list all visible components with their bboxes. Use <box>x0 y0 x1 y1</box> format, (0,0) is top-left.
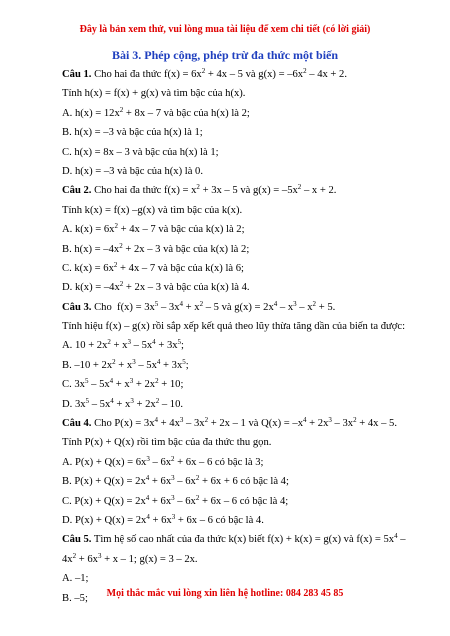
text-line <box>62 492 422 511</box>
lesson-title: Bài 3. Phép cộng, phép trừ đa thức một biến <box>111 48 339 62</box>
line-text: A. $10 + 2x^2 + x^3 - 5x^4 + 3x^5$; <box>62 338 184 352</box>
line-text: A. –1; <box>62 573 89 585</box>
line-text: B. –5; <box>62 592 88 604</box>
question-label: Câu 3. <box>62 301 92 313</box>
text-line <box>62 317 422 336</box>
line-text: D. $P(x) + Q(x) = 2x^4 + 6x^3 + 6x - 6$ có bậc là 4. <box>62 512 264 526</box>
line-text: C. $3x^5 - 5x^4 + x^3 + 2x^2 + 10$; <box>62 377 184 391</box>
line-text: Tìm hệ số cao nhất của đa thức k(x) biết f(x) + k(x) = g(x) và $f(x) = 5x^4$ – <box>91 532 406 546</box>
line-text: D. h(x) = –3 và bậc của h(x) là 0. <box>62 165 203 177</box>
text-line <box>62 550 422 569</box>
question-line <box>62 530 422 549</box>
line-text: Tính hiệu f(x) – g(x) rồi sắp xếp kết quả theo lũy thừa tăng dần của biến ta được: <box>62 321 406 333</box>
text-line <box>62 453 422 472</box>
text-line <box>62 123 422 142</box>
line-text: D. $3x^5 - 5x^4 + x^3 + 2x^2 - 10$. <box>62 396 184 410</box>
question-label: Câu 1. <box>62 69 92 80</box>
line-text: Tính h(x) = f(x) + g(x) và tìm bậc của h(x). <box>62 88 246 100</box>
line-text: C. h(x) = 8x – 3 và bậc của h(x) là 1; <box>62 146 219 158</box>
line-text: A. $P(x) + Q(x) = 6x^3 - 6x^2 + 6x - 6$ có bậc là 3; <box>62 454 264 468</box>
text-line <box>62 201 422 220</box>
question-label: Câu 2. <box>62 185 92 197</box>
exercise-content <box>62 65 422 608</box>
question-line <box>62 181 422 200</box>
line-text: B. $P(x) + Q(x) = 2x^4 + 6x^3 - 6x^2 + 6x + 6$ có bậc là 4; <box>62 474 289 488</box>
text-line <box>62 240 422 259</box>
hotline-notice: Mọi thắc mắc vui lòng xin liên hệ hotline: 084 283 45 85 <box>106 588 344 599</box>
question-line <box>62 298 422 317</box>
question-line <box>62 65 422 84</box>
text-line <box>62 395 422 414</box>
line-text: Cho $P(x) = 3x^4 + 4x^3 - 3x^2 + 2x - 1$ và $Q(x) = -x^4 + 2x^3 - 3x^2 + 4x - 5$. <box>91 416 397 430</box>
question-label: Câu 5. <box>62 534 92 546</box>
line-text: Cho hai đa thức $f(x) = x^2 + 3x - 5$ và $g(x) = -5x^2 - x + 2$. <box>91 183 337 197</box>
text-line <box>62 278 422 297</box>
text-line <box>62 220 422 239</box>
question-line <box>62 414 422 433</box>
text-line <box>62 433 422 452</box>
line-text: B. h(x) = –3 và bậc của h(x) là 1; <box>62 127 203 139</box>
line-text: C. $k(x) = 6x^2 + 4x - 7$ và bậc của k(x) là 6; <box>62 260 244 274</box>
line-text: A. $h(x) = 12x^2 + 8x - 7$ và bậc của h(x) là 2; <box>62 105 250 119</box>
text-line <box>62 336 422 355</box>
line-text: Tính P(x) + Q(x) rồi tìm bậc của đa thức thu gọn. <box>62 437 272 449</box>
text-line <box>62 104 422 123</box>
line-text: A. $k(x) = 6x^2 + 4x - 7$ và bậc của k(x) là 2; <box>62 222 245 236</box>
question-label: Câu 4. <box>62 418 92 430</box>
text-line <box>62 569 422 588</box>
text-line <box>62 356 422 375</box>
preview-notice: Đây là bản xem thử, vui lòng mua tài liệu để xem chi tiết (có lời giải) <box>79 24 371 35</box>
line-text: C. $P(x) + Q(x) = 2x^4 + 6x^3 - 6x^2 + 6x - 6$ có bậc là 4; <box>62 493 289 507</box>
line-text: Cho $f(x) = 3x^5 - 3x^4 + x^2 - 5$ và $g(x) = 2x^4 - x^3 - x^2 + 5$. <box>91 299 336 313</box>
line-text: Cho hai đa thức $f(x) = 6x^2 + 4x - 5$ và $g(x) = -6x^2 - 4x + 2$. <box>91 67 347 80</box>
text-line <box>62 472 422 491</box>
text-line <box>62 84 422 103</box>
text-line <box>62 375 422 394</box>
text-line <box>62 259 422 278</box>
text-line <box>62 162 422 181</box>
text-line <box>62 143 422 162</box>
line-text: B. $-10 + 2x^2 + x^3 - 5x^4 + 3x^5$; <box>62 357 189 371</box>
line-text: Tính k(x) = f(x) –g(x) và tìm bậc của k(x). <box>62 204 243 216</box>
line-text: $4x^2 + 6x^3 + x - 1$; g(x) = 3 – 2x. <box>62 551 198 565</box>
line-text: B. $h(x) = -4x^2 + 2x - 3$ và bậc của k(x) là 2; <box>62 241 250 255</box>
line-text: D. $k(x) = -4x^2 + 2x - 3$ và bậc của k(x) là 4. <box>62 280 250 294</box>
text-line <box>62 511 422 530</box>
